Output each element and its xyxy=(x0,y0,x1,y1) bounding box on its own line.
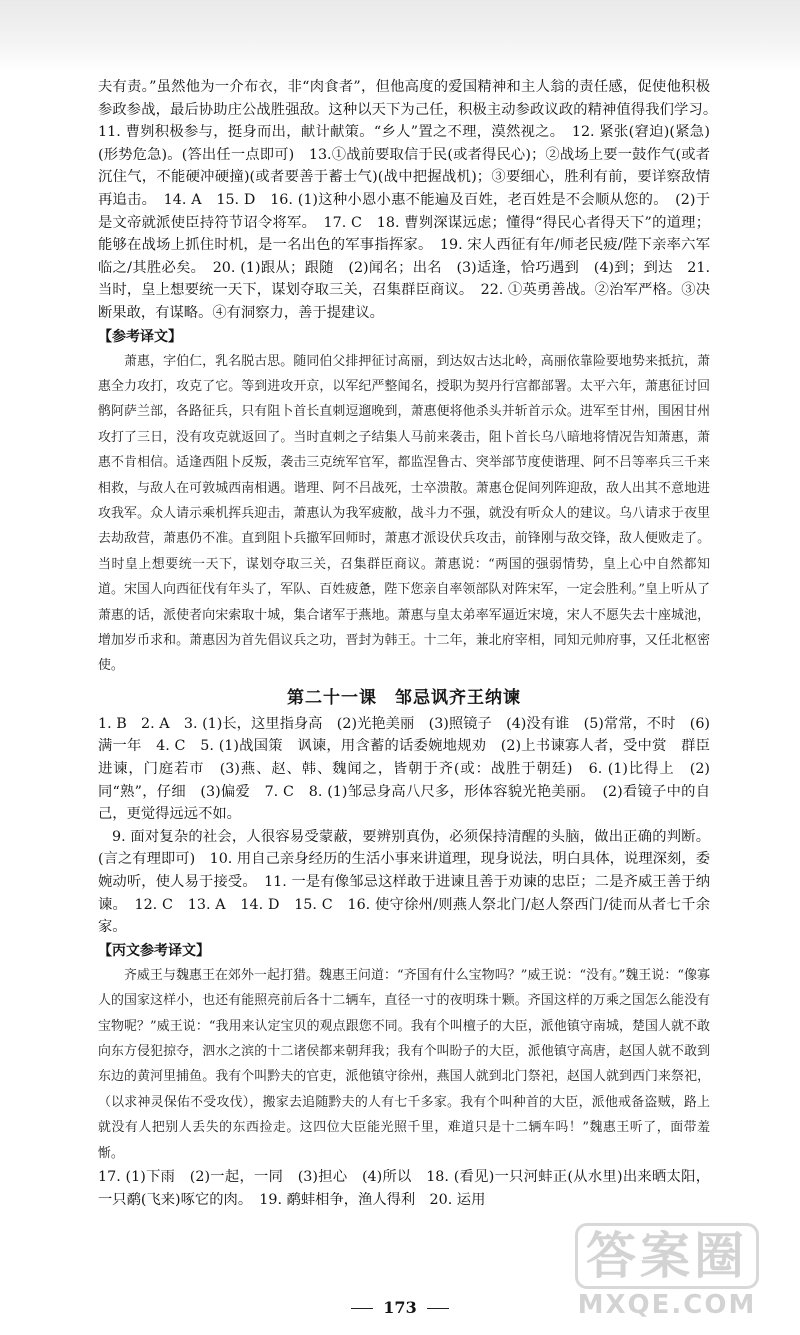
page-number-value: 173 xyxy=(383,1298,417,1317)
watermark-url: MXQE.COM xyxy=(577,1290,757,1320)
reference-translation-heading: 【参考译文】 xyxy=(98,328,182,345)
answers-top-paragraph: 夫有责。”虽然他为一介布衣，非“肉食者”，但他高度的爱国精神和主人翁的责任感，促使他积极参政参战，最后协助庄公战胜强敌。这种以天下为己任，积极主动参政议政的精神值得我们学习。 11. 曹刿积极参与，挺身而出，献计献策。“乡人”置之不理，漠然视之。 12. 紧张(窘迫)(紧急)(形势危急)。(答出任一点即可) 13.①战前要取信于民(或者得民心)；②战场上要一鼓作气(或者沉住气，不能硬冲硬撞)(或者要善于蓄士气)(战中把握战机)；③要细心，胜利有前，要详察敌情再追击。 14. A 15. D 16. (1)这种小恩小惠不能遍及百姓，老百姓是不会顺从您的。 (2)于是文帝就派使臣持符节诏令将军。 17. C 18. 曹刿深谋远虑；懂得“得民心者得天下”的道理；能够在战场上抓住时机，是一名出色的军事指挥家。 19. 宋人西征有年/师老民疲/陛下亲率六军临之/其胜必矣。 20. (1)跟从；跟随 (2)闻名；出名 (3)适逢，恰巧遇到 (4)到；到达 21. 当时，皇上想要统一天下，谋划夺取三关，召集群臣商议。 22. ①英勇善战。②治军严格。③决断果敢，有谋略。④有洞察力，善于提建议。 xyxy=(98,79,725,321)
site-watermark xyxy=(552,1223,782,1321)
scan-top-shadow xyxy=(0,0,800,72)
lesson-title: 第二十一课 邹忌讽齐王纳谏 xyxy=(287,687,521,708)
reference-translation-text: 萧惠，字伯仁，乳名脱古思。随同伯父排押征讨高丽，到达奴古达北岭，高丽依靠险要地势来抵抗，萧惠全力攻打，攻克了它。等到进攻开京，以军纪严整闻名，授职为契丹行宫都部署。太平六年，萧惠征讨回鹘阿萨兰部，各路征兵，只有阻卜首长直刺逗遛晚到，萧惠便将他杀头并斩首示众。进军至甘州，围困甘州攻打了三日，没有攻克就返回了。当时直刺之子结集人马前来袭击，阻卜首长乌八暗地将情况告知萧惠，萧惠不肯相信。适逢西阻卜反叛，袭击三克统军官军，都监涅鲁古、突举部节度使谐理、阿不吕等率兵三千来相救，与敌人在可敦城西南相遇。谐理、阿不吕战死，士卒溃散。萧惠仓促间列阵迎敌，敌人出其不意地进攻我军。众人请示乘机挥兵迎击，萧惠认为我军疲敝，战斗力不强，就没有听众人的建议。乌八请求于夜里去劫敌营，萧惠仍不准。直到阻卜兵撤军回师时，萧惠才派设伏兵攻击，前锋刚与敌交锋，敌人便败走了。当时皇上想要统一天下，谋划夺取三关，召集群臣商议。萧惠说：“两国的强弱情势，皇上心中自然都知道。宋国人向西征伐有年头了，军队、百姓疲惫，陛下您亲自率领部队对阵宋军，一定会胜利。”皇上听从了萧惠的话，派使者向宋索取十城，集合诸军于燕地。萧惠与皇太弟率军逼近宋境，宋人不愿失去十座城池，增加岁币求和。萧惠因为首先倡议兵之功，晋封为韩王。十二年，兼北府宰相，同知元帅府事，又任北枢密使。 xyxy=(98,353,710,674)
text-c-translation-heading: 【丙文参考译文】 xyxy=(98,942,210,959)
page-number-dash-left xyxy=(351,1308,373,1309)
page-content xyxy=(98,76,725,1211)
answers-mid-paragraph-2: 9. 面对复杂的社会，人很容易受蒙蔽，要辨别真伪，必须保持清醒的头脑，做出正确的判断。(言之有理即可) 10. 用自己亲身经历的生活小事来讲道理，现身说法，明白具体，说理深刻，委婉动听，使人易于接受。 11. 一是有像邹忌这样敢于进谏且善于劝谏的忠臣；二是齐威王善于纳谏。 12. C 13. A 14. D 15. C 16. 使守徐州/则燕人祭北门/赵人祭西门/徒而从者七千余家。 xyxy=(98,828,710,936)
answers-bottom-block xyxy=(98,1166,710,1211)
answers-mid-block xyxy=(98,713,710,939)
watermark-logo: 答案圈 xyxy=(575,1223,759,1289)
answers-mid-paragraph-1: 1. B 2. A 3. (1)长，这里指身高 (2)光艳美丽 (3)照镜子 (4)没有谁 (5)常常，不时 (6)满一年 4. C 5. (1)战国策 讽谏，用含蓄的话委婉地规劝 (2)上书谏寡人者，受中赏 群臣进谏，门庭若市 (3)燕、赵、韩、魏闻之，皆朝于齐(或：战胜于朝廷) 6. (1)比得上 (2)同“熟”，仔细 (3)偏爱 7. C 8. (1)邹忌身高八尺多，形体容貌光艳美丽。 (2)看镜子中的自己，更觉得远远不如。 xyxy=(98,715,710,823)
text-c-translation-text: 齐威王与魏惠王在郊外一起打猎。魏惠王问道：“齐国有什么宝物吗？”威王说：“没有。”魏王说：“像寡人的国家这样小，也还有能照亮前后各十二辆车，直径一寸的夜明珠十颗。齐国这样的万乘之国怎么能没有宝物呢？”威王说：“我用来认定宝贝的观点跟您不同。我有个叫檀子的大臣，派他镇守南城，楚国人就不敢向东方侵犯掠夺，泗水之滨的十二诸侯都来朝拜我；我有个叫盼子的大臣，派他镇守高唐，赵国人就不敢到东边的黄河里捕鱼。我有个叫黔夫的官吏，派他镇守徐州，燕国人就到北门祭祀，赵国人就到西门来祭祀，（以求神灵保佑不受攻伐），搬家去追随黔夫的人有七千多家。我有个叫种首的大臣，派他戒备盗贼，路上就没有人把别人丢失的东西捡走。这四位大臣能光照千里，难道只是十二辆车吗！”魏惠王听了，面带羞惭。 xyxy=(98,967,710,1161)
answers-bottom-paragraph: 17. (1)下雨 (2)一起，一同 (3)担心 (4)所以 18. (看见)一只河蚌正(从水里)出来晒太阳，一只鹬(飞来)啄它的肉。 19. 鹬蚌相争，渔人得利 20. 运用 xyxy=(98,1169,710,1208)
page-number-dash-right xyxy=(427,1308,449,1309)
answers-top-block xyxy=(98,76,725,325)
